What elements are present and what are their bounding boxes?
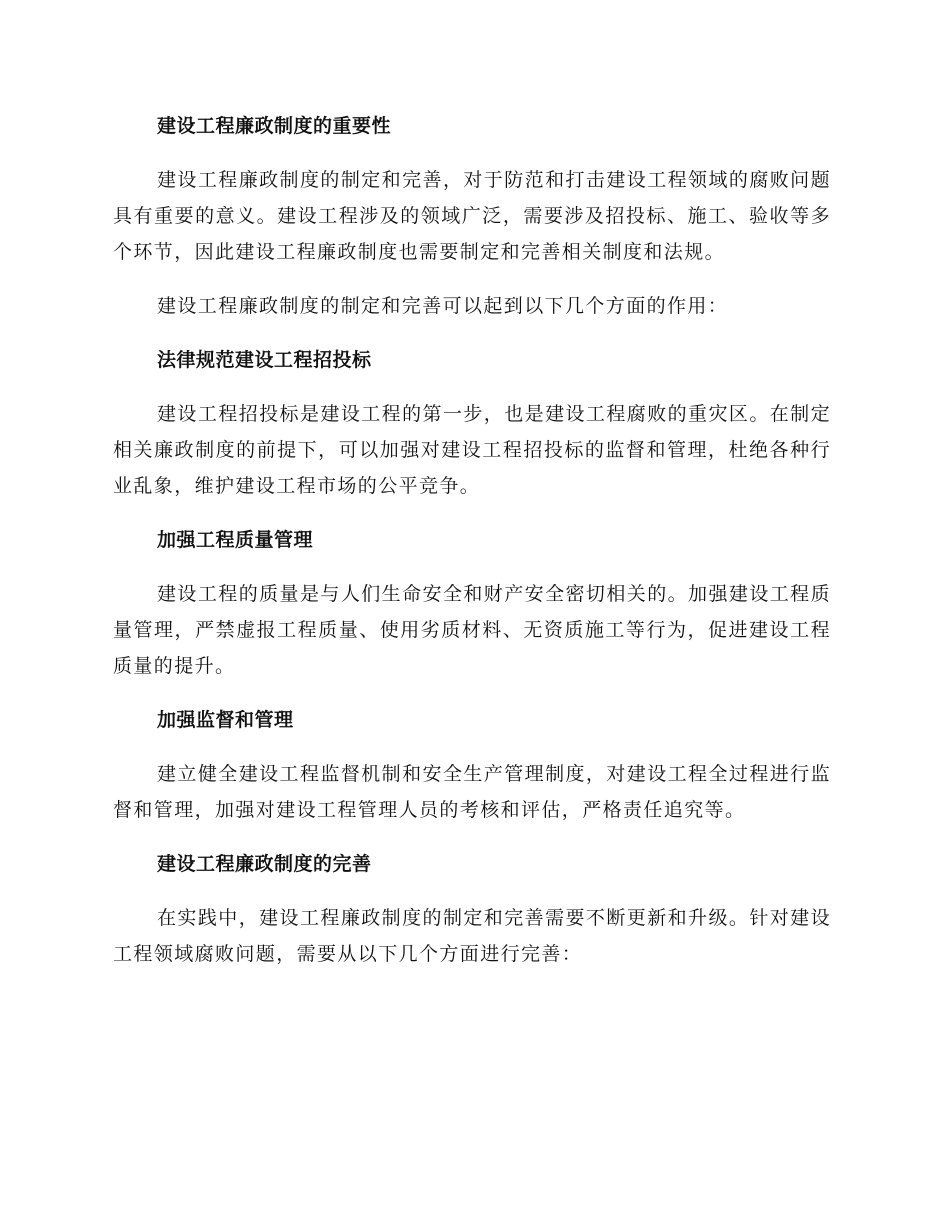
section-heading-importance: 建设工程廉政制度的重要性	[157, 115, 392, 137]
document-page	[113, 108, 831, 990]
section-heading-improvement: 建设工程廉政制度的完善	[157, 853, 372, 875]
paragraph-importance-roles: 建设工程廉政制度的制定和完善可以起到以下几个方面的作用：	[157, 295, 729, 317]
section-heading-bidding: 法律规范建设工程招投标	[157, 349, 372, 371]
section-heading-quality: 加强工程质量管理	[157, 529, 314, 551]
paragraph-improvement: 在实践中，建设工程廉政制度的制定和完善需要不断更新和升级。针对建设工程领域腐败问题，需要从以下几个方面进行完善：	[113, 907, 831, 965]
section-heading-supervision: 加强监督和管理	[157, 709, 294, 731]
paragraph-quality: 建设工程的质量是与人们生命安全和财产安全密切相关的。加强建设工程质量管理，严禁虚报工程质量、使用劣质材料、无资质施工等行为，促进建设工程质量的提升。	[113, 583, 831, 677]
paragraph-supervision: 建立健全建设工程监督机制和安全生产管理制度，对建设工程全过程进行监督和管理，加强对建设工程管理人员的考核和评估，严格责任追究等。	[113, 763, 831, 821]
paragraph-bidding: 建设工程招投标是建设工程的第一步，也是建设工程腐败的重灾区。在制定相关廉政制度的前提下，可以加强对建设工程招投标的监督和管理，杜绝各种行业乱象，维护建设工程市场的公平竞争。	[113, 403, 831, 497]
paragraph-importance-intro: 建设工程廉政制度的制定和完善，对于防范和打击建设工程领域的腐败问题具有重要的意义。建设工程涉及的领域广泛，需要涉及招投标、施工、验收等多个环节，因此建设工程廉政制度也需要制定和完善相关制度和法规。	[113, 169, 831, 263]
